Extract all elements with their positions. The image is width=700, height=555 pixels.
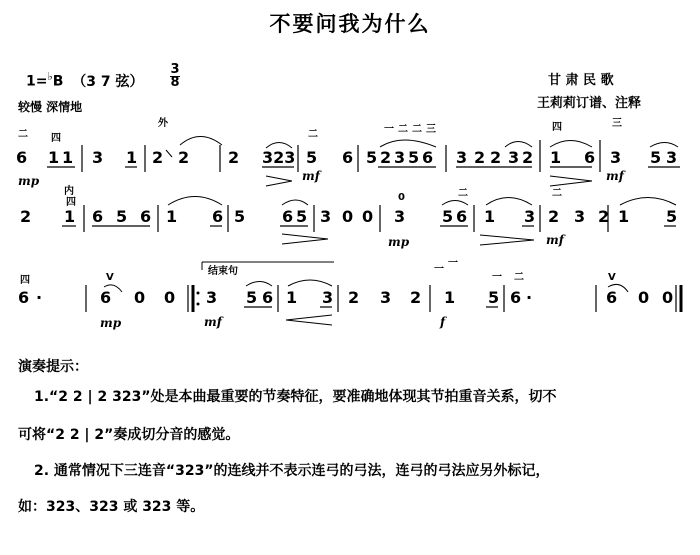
dynamic-marking: mf <box>302 169 320 183</box>
note: 6 <box>422 148 434 167</box>
note: 3 <box>666 148 678 167</box>
note: 6 <box>18 288 30 307</box>
note: 5 <box>666 207 678 226</box>
note: 0 <box>342 207 354 226</box>
note: 2 <box>348 288 360 307</box>
fingering-mark: 一 <box>448 258 458 269</box>
note: 1 <box>618 207 630 226</box>
note: 5 <box>246 288 258 307</box>
fingering-mark: 二 <box>458 188 468 199</box>
string-info: （3 7 弦） <box>72 73 144 90</box>
dynamic-marking: mp <box>18 174 40 188</box>
note: 1 <box>166 207 178 226</box>
note: 5 <box>488 288 500 307</box>
phrase-label: 结束句 <box>208 266 238 277</box>
fingering-mark: 内 <box>64 186 74 197</box>
hints-heading: 演奏提示： <box>18 359 88 375</box>
note-dot: · <box>36 288 43 307</box>
note: 3 <box>320 207 332 226</box>
note: 5 <box>116 207 128 226</box>
page-title: 不要问我为什么 <box>269 12 431 36</box>
note: 0 <box>164 288 176 307</box>
fingering-mark: 一 <box>434 264 444 275</box>
score-row-2 <box>20 184 677 249</box>
note: 2 <box>490 148 502 167</box>
note: 6 <box>262 288 274 307</box>
note: 3 <box>610 148 622 167</box>
fingering-mark: 三 <box>426 124 436 135</box>
note: 5 <box>366 148 378 167</box>
hint-line-2: 可将“2 2 | 2”奏成切分音的感觉。 <box>18 427 240 443</box>
dynamic-marking: mf <box>606 169 624 183</box>
note: 5 <box>296 207 308 226</box>
fingering-mark: 三 <box>612 118 622 129</box>
note: 2 <box>598 207 610 226</box>
note: 3 <box>380 288 392 307</box>
note: 6 <box>16 148 28 167</box>
note: 2 <box>380 148 392 167</box>
note: 2 <box>20 207 32 226</box>
note: 1 <box>126 148 138 167</box>
fingering-mark: V <box>106 272 114 283</box>
dynamic-marking: mf <box>204 315 222 329</box>
note: 3 <box>574 207 586 226</box>
note: 1 <box>484 207 496 226</box>
note: 2 <box>548 207 560 226</box>
note: 1 <box>64 207 76 226</box>
dynamic-marking: f <box>440 315 446 329</box>
note: 1 <box>550 148 562 167</box>
note: 3 <box>456 148 468 167</box>
note: 6 <box>342 148 354 167</box>
fingering-mark: 二 <box>18 129 28 140</box>
note: 6 <box>510 288 522 307</box>
fingering-mark: 二 <box>308 129 318 140</box>
time-bottom: 8 <box>170 75 180 90</box>
note: 5 <box>306 148 318 167</box>
fingering-mark: 一 <box>492 272 502 283</box>
fingering-mark: 四 <box>66 197 76 208</box>
dynamic-marking: mp <box>100 316 122 330</box>
key-name: B <box>52 73 64 90</box>
fingering-mark: 四 <box>51 133 61 144</box>
note: 2 <box>410 288 422 307</box>
key-prefix: 1= <box>26 73 48 90</box>
note: 5 <box>408 148 420 167</box>
note: 2 <box>178 148 190 167</box>
editor: 王莉莉订谱、注释 <box>537 96 642 111</box>
note: 6 <box>212 207 224 226</box>
fingering-mark: 二 <box>398 124 408 135</box>
note: 6 <box>100 288 112 307</box>
flat-symbol: ♭ <box>47 70 53 83</box>
note: 2 <box>474 148 486 167</box>
time-top: 3 <box>170 62 180 77</box>
fingering-mark: 二 <box>412 124 422 135</box>
note: 5 <box>650 148 662 167</box>
note: 3 <box>92 148 104 167</box>
dynamic-marking: mp <box>388 235 410 249</box>
hint-line-3: 2. 通常情况下三连音“323”的连线并不表示连弓的弓法，连弓的弓法应另外标记， <box>34 463 550 479</box>
fingering-mark: 四 <box>552 122 562 133</box>
note: 5 <box>234 207 246 226</box>
note: 6 <box>140 207 152 226</box>
note: 2 <box>152 148 164 167</box>
note: 1 <box>62 148 74 167</box>
fingering-mark: V <box>608 272 616 283</box>
dynamic-marking: mf <box>546 233 564 247</box>
score-row-1 <box>16 116 680 188</box>
note: 1 <box>444 288 456 307</box>
hint-line-1: 1.“2 2 | 2 323”处是本曲最重要的节奏特征，要准确地体现其节拍重音关系，切不 <box>34 389 557 405</box>
note: 1 <box>286 288 298 307</box>
note: 6 <box>282 207 294 226</box>
note: 323 <box>262 148 296 167</box>
note: 3 <box>322 288 334 307</box>
note: 0 <box>638 288 650 307</box>
score-row-3 <box>18 258 681 330</box>
note: 0 <box>362 207 374 226</box>
fingering-mark: 四 <box>20 275 30 286</box>
origin: 甘 肃 民 歌 <box>548 73 614 88</box>
note: 3 <box>394 148 406 167</box>
note: 3 <box>394 207 406 226</box>
note: 5 <box>442 207 454 226</box>
fingering-mark: 一 <box>384 124 394 135</box>
fingering-mark: 0 <box>398 192 405 203</box>
hint-line-4: 如：323、323 或 323 等。 <box>18 499 205 515</box>
fingering-mark: 二 <box>552 188 562 199</box>
note: 2 <box>522 148 534 167</box>
fingering-mark: 二 <box>514 272 524 283</box>
note: 6 <box>92 207 104 226</box>
note: 6 <box>584 148 596 167</box>
note: 0 <box>134 288 146 307</box>
fingering-mark: 外 <box>158 118 168 129</box>
note: 2 <box>228 148 240 167</box>
note: 6 <box>456 207 468 226</box>
note: 6 <box>606 288 618 307</box>
note: 1 <box>48 148 60 167</box>
note: 0 <box>662 288 674 307</box>
note: 3 <box>524 207 536 226</box>
tempo-marking: 较慢 深情地 <box>18 100 83 114</box>
note: 3 <box>508 148 520 167</box>
note-dot: · <box>526 288 533 307</box>
note: 3 <box>206 288 218 307</box>
